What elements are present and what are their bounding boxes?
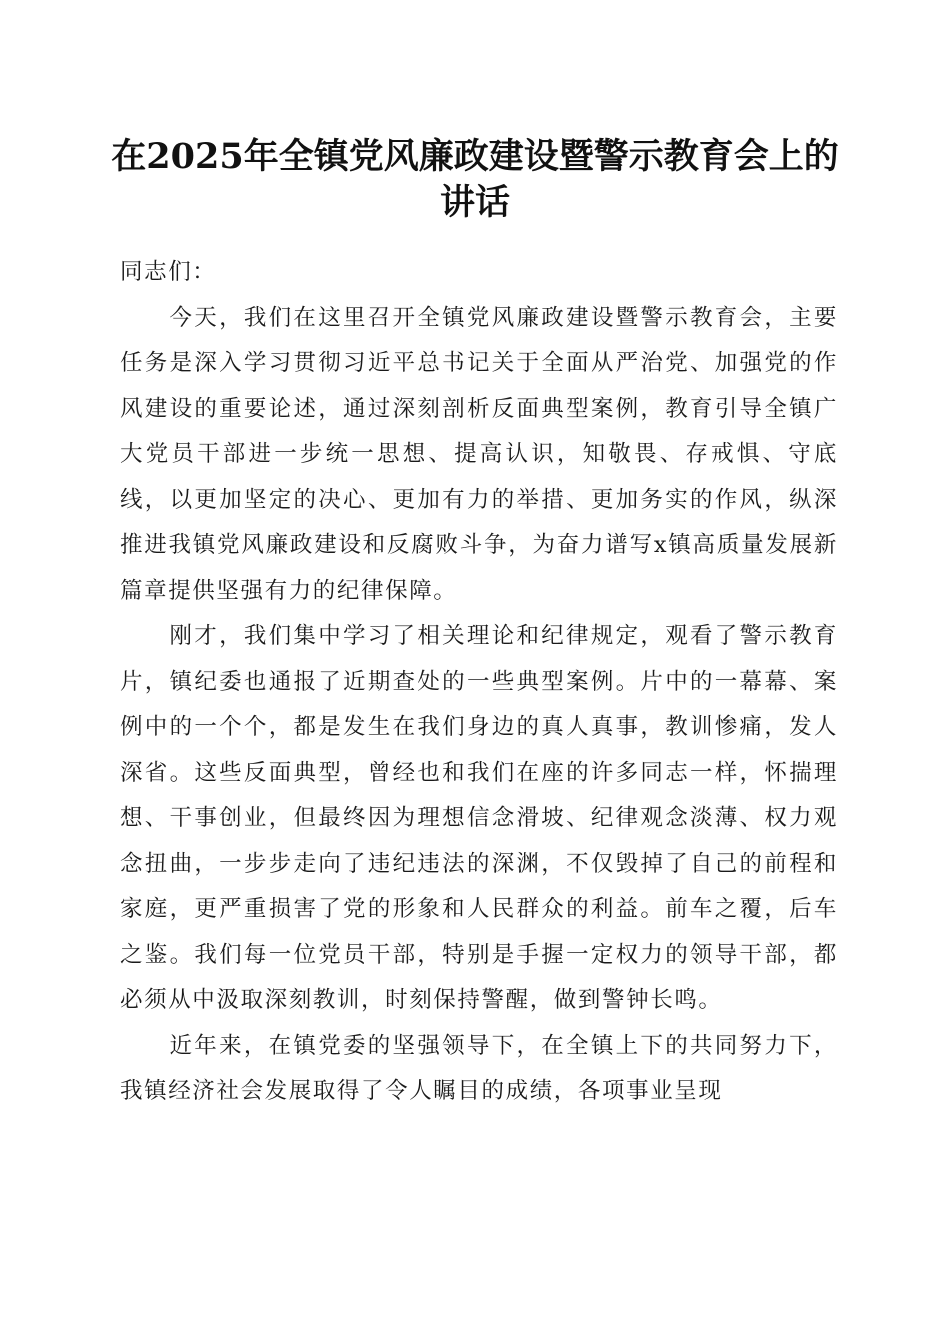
paragraph-recent-years: 近年来，在镇党委的坚强领导下，在全镇上下的共同努力下，我镇经济社会发展取得了令人瞩目的成绩，各项事业呈现 — [120, 1032, 838, 1104]
paragraph-warning-cases: 刚才，我们集中学习了相关理论和纪律规定，观看了警示教育片，镇纪委也通报了近期查处的一些典型案例。片中的一幕幕、案例中的一个个，都是发生在我们身边的真人真事，教训惨痛，发人深省。这些反面典型，曾经也和我们在座的许多同志一样，怀揣理想、干事创业，但最终因为理想信念滑坡、纪律观念淡薄、权力观念扭曲，一步步走向了违纪违法的深渊，不仅毁掉了自己的前程和家庭，更严重损害了党的形象和人民群众的利益。前车之覆，后车之鉴。我们每一位党员干部，特别是手握一定权力的领导干部，都必须从中汲取深刻教训，时刻保持警醒，做到警钟长鸣。 — [120, 623, 838, 1013]
paragraph-opening: 今天，我们在这里召开全镇党风廉政建设暨警示教育会，主要任务是深入学习贯彻习近平总书记关于全面从严治党、加强党的作风建设的重要论述，通过深刻剖析反面典型案例，教育引导全镇广大党员干部进一步统一思想、提高认识，知敬畏、存戒惧、守底线，以更加坚定的决心、更加有力的举措、更加务实的作风，纵深推进我镇党风廉政建设和反腐败斗争，为奋力谱写x镇高质量发展新篇章提供坚强有力的纪律保障。 — [120, 304, 838, 604]
document-body — [120, 250, 838, 1115]
salutation: 同志们： — [120, 259, 217, 285]
document-title: 在2025年全镇党风廉政建设暨警示教育会上的讲话 — [111, 136, 839, 223]
